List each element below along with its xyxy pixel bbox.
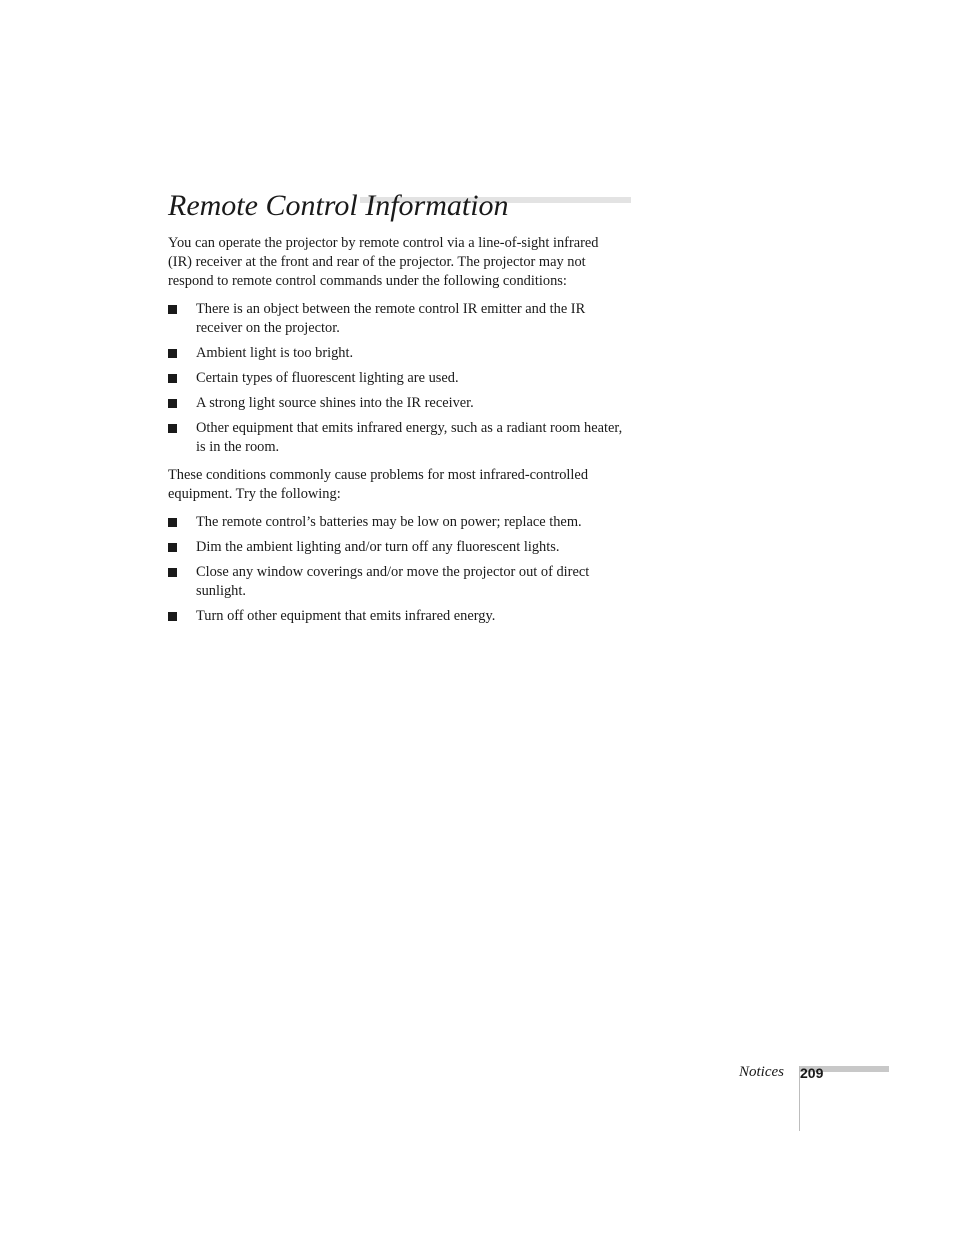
square-bullet-icon: [168, 518, 177, 527]
square-bullet-icon: [168, 305, 177, 314]
list-item-text: Turn off other equipment that emits infrared energy.: [196, 608, 496, 624]
list-item-text: The remote control’s batteries may be low on power; replace them.: [196, 514, 582, 530]
list-item: [168, 419, 623, 457]
list-item-text: There is an object between the remote control IR emitter and the IR receiver on the projector.: [196, 301, 586, 336]
square-bullet-icon: [168, 374, 177, 383]
square-bullet-icon: [168, 612, 177, 621]
list-item: [168, 563, 623, 601]
list-item-text: A strong light source shines into the IR receiver.: [196, 395, 474, 411]
list-item-text: Other equipment that emits infrared energy, such as a radiant room heater, is in the room.: [196, 420, 623, 455]
list-item: [168, 513, 623, 532]
list-item-text: Dim the ambient lighting and/or turn off any fluorescent lights.: [196, 539, 560, 555]
square-bullet-icon: [168, 568, 177, 577]
page-number: 209: [800, 1065, 824, 1081]
middle-paragraph: These conditions commonly cause problems for most infrared-controlled equipment. Try the following:: [168, 467, 589, 502]
list-item: [168, 394, 623, 413]
list-item: [168, 607, 623, 626]
list-item-text: Ambient light is too bright.: [196, 345, 354, 361]
square-bullet-icon: [168, 543, 177, 552]
remedies-list: [168, 513, 623, 626]
list-item-text: Close any window coverings and/or move the projector out of direct sunlight.: [196, 564, 590, 599]
list-item: [168, 300, 623, 338]
square-bullet-icon: [168, 424, 177, 433]
conditions-list: [168, 300, 623, 457]
square-bullet-icon: [168, 399, 177, 408]
list-item: [168, 344, 623, 363]
intro-paragraph: You can operate the projector by remote control via a line-of-sight infrared (IR) receiver at the front and rear of the projector. The projector may not respond to remote control commands under the following conditions:: [168, 235, 599, 289]
body-content: [168, 234, 623, 626]
footer-section-name: Notices: [739, 1064, 784, 1080]
page-title: Remote Control Information: [168, 189, 509, 222]
list-item: [168, 369, 623, 388]
list-item-text: Certain types of fluorescent lighting are used.: [196, 370, 459, 386]
list-item: [168, 538, 623, 557]
square-bullet-icon: [168, 349, 177, 358]
